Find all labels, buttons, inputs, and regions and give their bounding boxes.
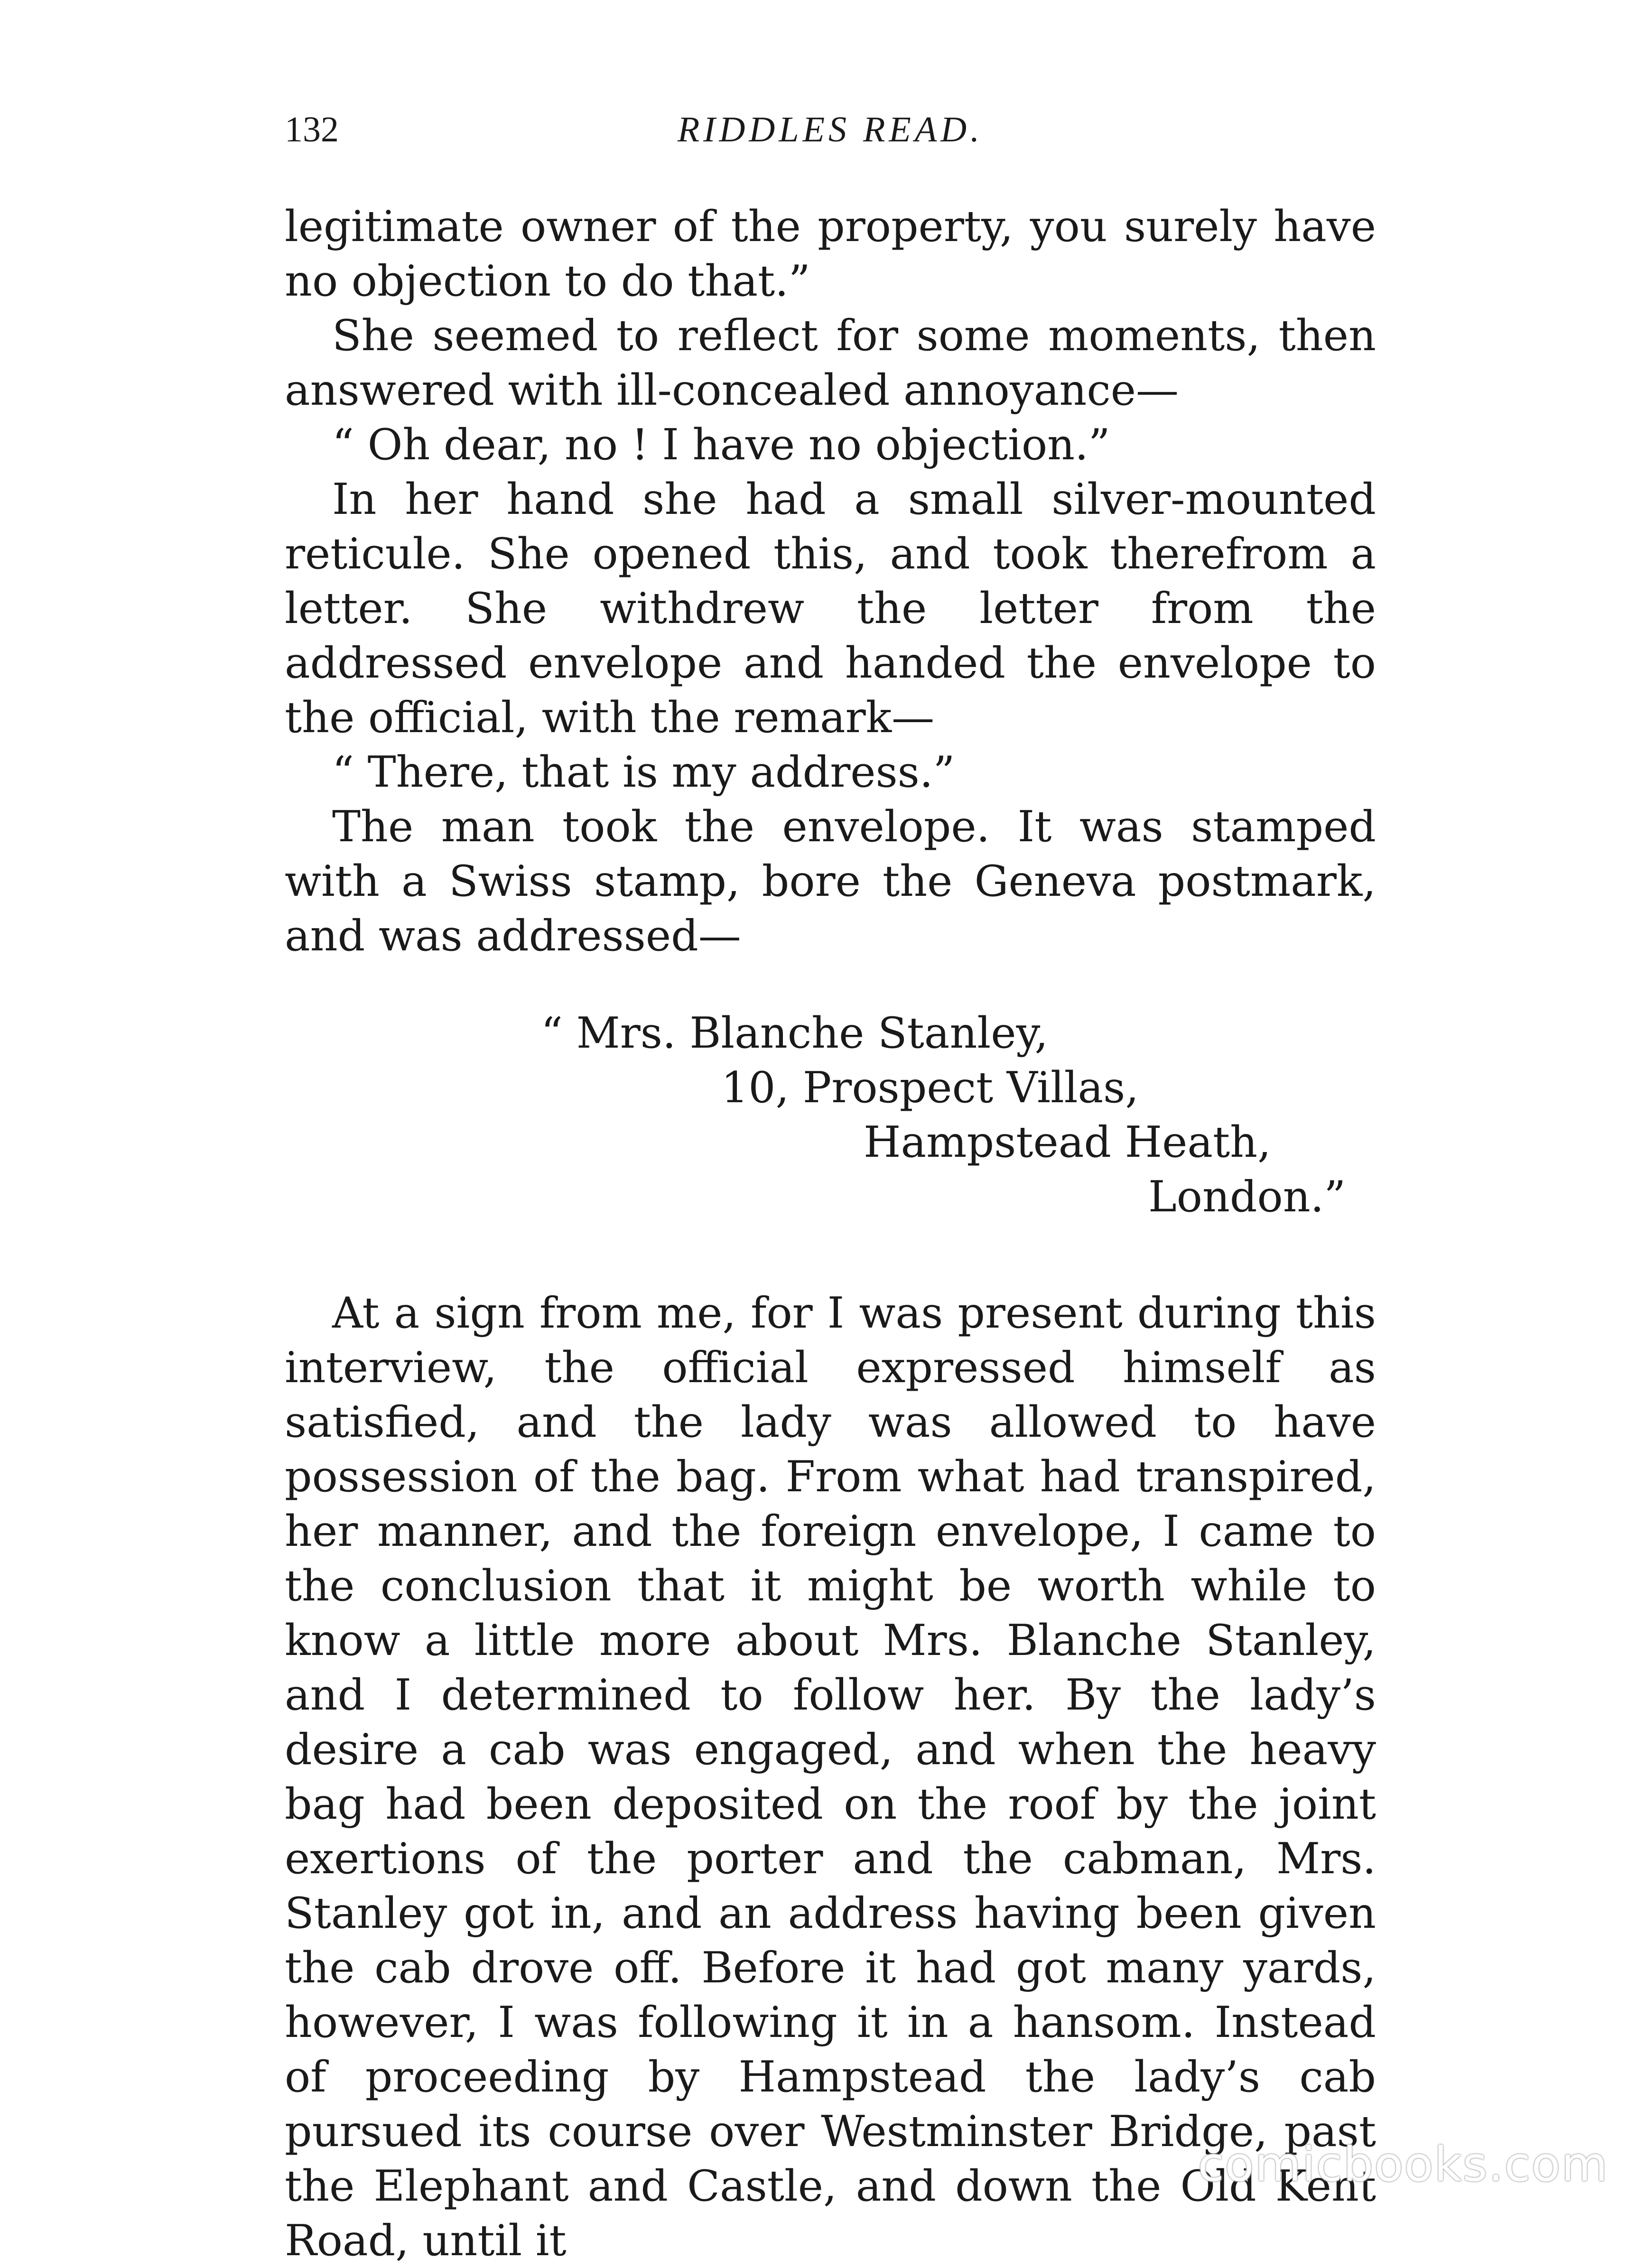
paragraph: “ There, that is my address.” [332,747,955,797]
paragraph: At a sign from me, for I was present during this interview, the official expressed himself as satisfied, and the lady was allowed to have possession of the bag. From what had transpired, her manner, and the foreign envelope, I came to the conclusion that it might be worth while to know a little more about Mrs. Blanche Stanley, and I determined to follow her. By the lady’s desire a cab was engaged, and when the heavy bag had been deposited on the roof by the joint exertions of the porter and the cabman, Mrs. Stanley got in, and an address having been given the cab drove off. Before it had got many yards, however, I was following it in a hansom. Instead of proceeding by Hampstead the lady’s cab pursued its course over Westminster Bridge, past the Elephant and Castle, and down the Old Kent Road, until it [285,1288,1376,2266]
paragraph: The man took the envelope. It was stamped with a Swiss stamp, bore the Geneva postmark, and was addressed— [285,802,1376,961]
body-text [285,199,1376,2268]
paragraph: She seemed to reflect for some moments, then answered with ill-concealed annoyance— [285,311,1376,415]
watermark: comicbooks.com [1198,2137,1609,2192]
page-number: 132 [285,110,339,149]
paragraph: “ Oh dear, no ! I have no objection.” [332,420,1110,470]
paragraph: In her hand she had a small silver-mounted reticule. She opened this, and took therefrom a letter. She withdrew the letter from the addressed envelope and handed the envelope to the official, with the remark— [285,474,1376,743]
address-line-street: 10, Prospect Villas, [721,1063,1139,1113]
address-line-city: London.” [1148,1172,1346,1222]
address-line-district: Hampstead Heath, [864,1117,1271,1167]
address-block [285,1006,1376,1253]
running-head: RIDDLES READ. [677,110,984,149]
page-header [285,109,1376,166]
address-line-name: “ Mrs. Blanche Stanley, [541,1008,1048,1058]
paragraph: legitimate owner of the property, you surely have no objection to do that.” [285,202,1376,306]
